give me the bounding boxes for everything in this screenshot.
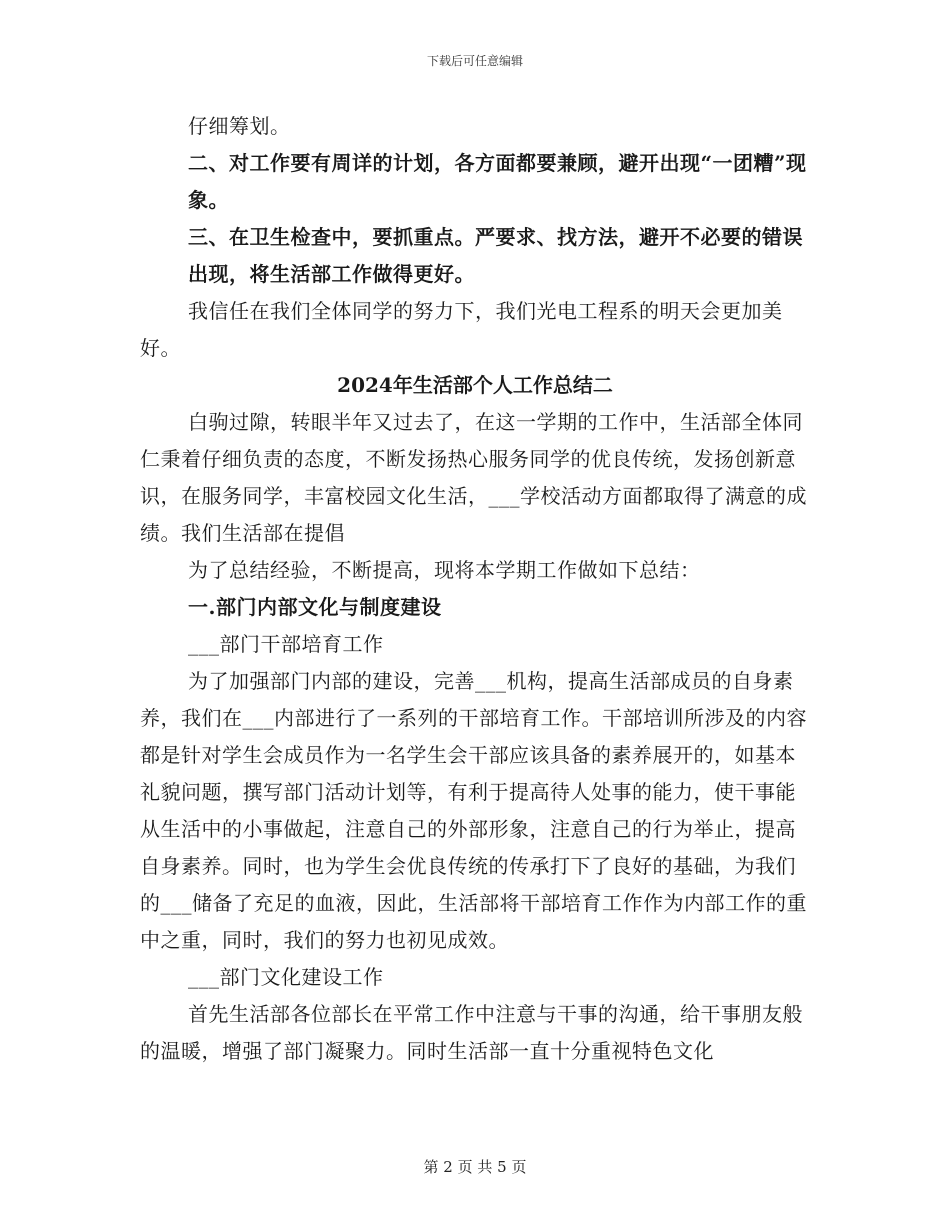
paragraph-7: 为了加强部门内部的建设，完善___机构，提高生活部成员的自身素养，我们在___内部进行了一系列的干部培育工作。干部培训所涉及的内容都是针对学生会成员作为一名学生会干部应该具备的素养展开的，如基本礼貌问题，撰写部门活动计划等，有利于提高待人处事的能力，使干事能从生活中的小事做起，注意自己的外部形象，注意自己的行为举止，提高自身素养。同时，也为学生会优良传统的传承打下了良好的基础，为我们的___储备了充足的血液，因此，生活部将干部培育工作作为内部工作的重中之重，同时，我们的努力也初见成效。: [140, 669, 807, 952]
paragraph-8: 首先生活部各位部长在平常工作中注意与干事的沟通，给干事朋友般的温暖，增强了部门凝聚力。同时生活部一直十分重视特色文化: [140, 1002, 803, 1063]
subheading-3: ___部门文化建设工作: [188, 965, 384, 989]
paragraph-2: 二、对工作要有周详的计划，各方面都要兼顾，避开出现“一团糟”现象。: [188, 151, 807, 212]
page-footer: 第 2 页 共 5 页: [423, 1158, 527, 1176]
section-title: 2024年生活部个人工作总结二: [337, 373, 613, 397]
document-body: [140, 108, 810, 1070]
paragraph-4: 我信任在我们全体同学的努力下，我们光电工程系的明天会更加美好。: [140, 299, 783, 360]
subheading-1: 一.部门内部文化与制度建设: [188, 595, 442, 619]
paragraph-3: 三、在卫生检查中，要抓重点。严要求、找方法，避开不必要的错误出现，将生活部工作做得更好。: [188, 225, 803, 286]
paragraph-5: 白驹过隙，转眼半年又过去了，在这一学期的工作中，生活部全体同仁秉着仔细负责的态度，不断发扬热心服务同学的优良传统，发扬创新意识，在服务同学，丰富校园文化生活，___学校活动方面都取得了满意的成绩。我们生活部在提倡: [140, 410, 807, 545]
page-header: 下载后可任意编辑: [426, 54, 523, 68]
paragraph-1: 仔细筹划。: [188, 114, 291, 138]
paragraph-6: 为了总结经验，不断提高，现将本学期工作做如下总结：: [188, 558, 701, 582]
subheading-2: ___部门干部培育工作: [188, 632, 384, 656]
